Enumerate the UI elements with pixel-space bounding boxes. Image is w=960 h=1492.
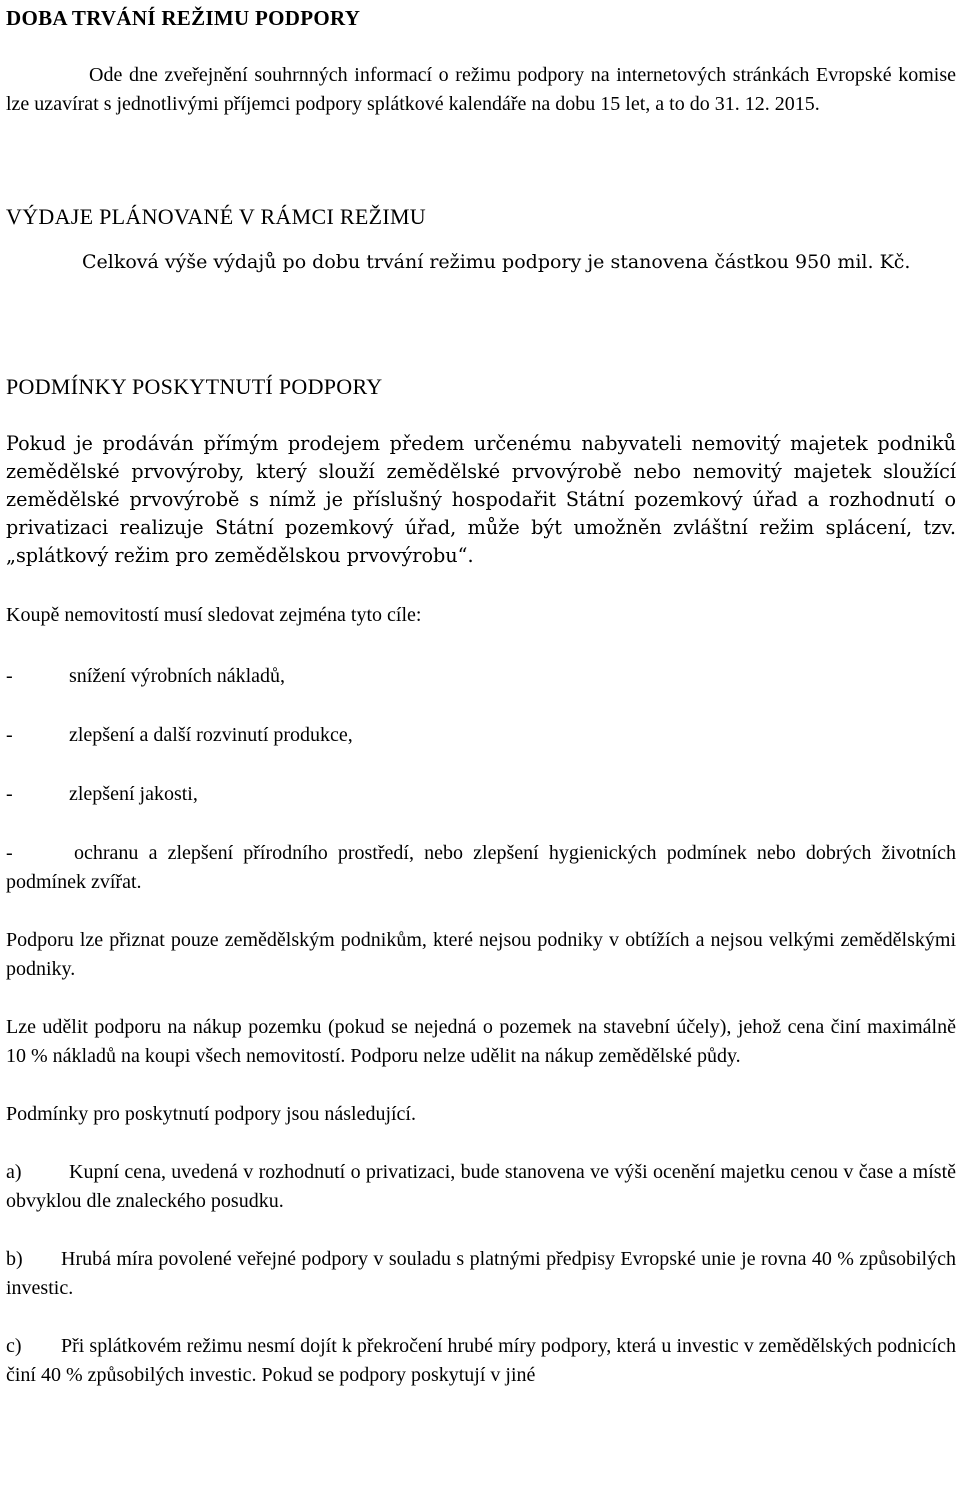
document-page — [6, 4, 956, 1390]
heading-conditions: PODMÍNKY POSKYTNUTÍ PODPORY — [6, 374, 383, 399]
list-mark: c) — [6, 1335, 22, 1357]
list-dash: - — [6, 783, 13, 805]
list-item-goal — [6, 839, 956, 897]
list-dash: - — [6, 842, 13, 864]
list-mark: b) — [6, 1248, 23, 1270]
paragraph-eligibility: Podporu lze přiznat pouze zemědělským podnikům, které nejsou podniky v obtížích a nejsou velkými zemědělskými podniky. — [6, 929, 956, 980]
heading-duration: DOBA TRVÁNÍ REŽIMU PODPORY — [6, 6, 361, 30]
list-item-text: ochranu a zlepšení přírodního prostředí, nebo zlepšení hygienických podmínek nebo dobrých životních podmínek zvířat. — [6, 842, 956, 893]
list-dash: - — [6, 665, 13, 687]
list-item-text: Při splátkovém režimu nesmí dojít k překročení hrubé míry podpory, která u investic v zemědělských podnicích činí 40 % způsobilých investic. Pokud se podpory poskytují v jiné — [6, 1335, 956, 1386]
list-item-condition — [6, 1158, 956, 1216]
list-item-goal — [6, 662, 956, 691]
list-item-goal — [6, 721, 956, 750]
paragraph-conditions-intro: Pokud je prodáván přímým prodejem předem určenému nabyvateli nemovitý majetek podniků zemědělské prvovýroby, který slouží zemědělské prvovýrobě nebo nemovitý majetek sloužící zemědělské prvovýrobě s nímž je příslušný hospodařit Státní pozemkový úřad a rozhodnutí o privatizaci realizuje Státní pozemkový úřad, může být umožněn zvláštní režim splácení, tzv. „splátkový režim pro zemědělskou prvovýrobu“. — [6, 432, 956, 567]
list-item-text: snížení výrobních nákladů, — [69, 665, 286, 687]
list-item-text: zlepšení a další rozvinutí produkce, — [69, 724, 353, 746]
list-item-text: zlepšení jakosti, — [69, 783, 198, 805]
paragraph-goals-intro: Koupě nemovitostí musí sledovat zejména tyto cíle: — [6, 604, 422, 626]
heading-expenses: VÝDAJE PLÁNOVANÉ V RÁMCI REŽIMU — [6, 204, 426, 229]
list-item-condition — [6, 1245, 956, 1303]
paragraph-list-intro: Podmínky pro poskytnutí podpory jsou následující. — [6, 1103, 416, 1125]
list-mark: a) — [6, 1161, 22, 1183]
list-dash: - — [6, 724, 13, 746]
list-item-condition — [6, 1332, 956, 1390]
list-item-text: Hrubá míra povolené veřejné podpory v souladu s platnými předpisy Evropské unie je rovna 40 % způsobilých investic. — [6, 1248, 956, 1299]
paragraph-expenses: Celková výše výdajů po dobu trvání režimu podpory je stanovena částkou 950 mil. Kč. — [82, 251, 911, 273]
list-item-text: Kupní cena, uvedená v rozhodnutí o privatizaci, bude stanovena ve výši ocenění majetku cenou v čase a místě obvyklou dle znaleckého posudku. — [6, 1161, 956, 1212]
paragraph-land: Lze udělit podporu na nákup pozemku (pokud se nejedná o pozemek na stavební účely), jehož cena činí maximálně 10 % nákladů na koupi všech nemovitostí. Podporu nelze udělit na nákup zemědělské půdy. — [6, 1016, 956, 1067]
list-item-goal — [6, 780, 956, 809]
paragraph-duration: Ode dne zveřejnění souhrnných informací o režimu podpory na internetových stránkách Evropské komise lze uzavírat s jednotlivými příjemci podpory splátkové kalendáře na dobu 15 let, a to do 31. 12. 2015. — [6, 64, 956, 115]
